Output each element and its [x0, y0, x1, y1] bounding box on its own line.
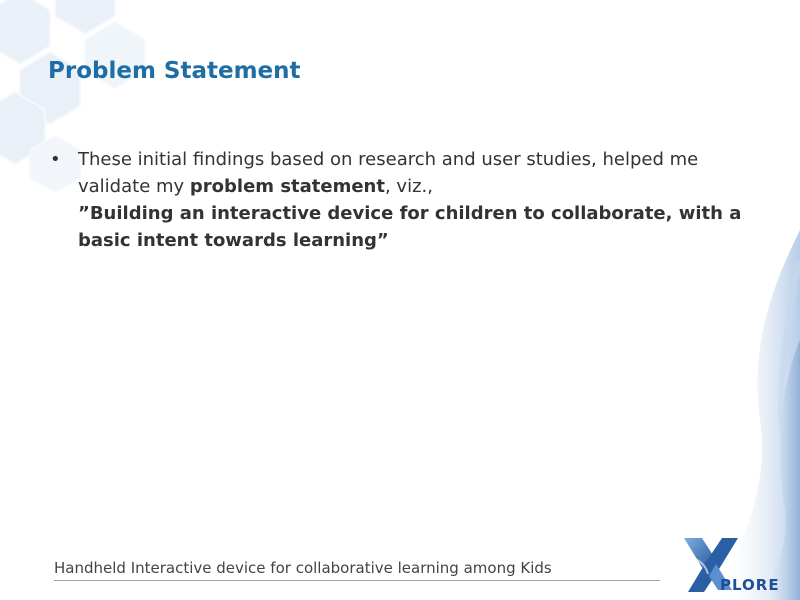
bullet-line-1: These initial findings based on research and user studies, helped me: [78, 149, 699, 170]
bullet-line-2-suffix: , viz.,: [384, 176, 433, 197]
svg-text:PLORE: PLORE: [720, 576, 780, 594]
problem-statement-quote: ”Building an interactive device for children to collaborate, with a basic intent towards learning”: [78, 203, 742, 251]
bullet-list: [44, 146, 764, 254]
footer-caption: Handheld Interactive device for collaborative learning among Kids: [54, 559, 552, 577]
xplore-logo: [676, 534, 794, 596]
footer-divider: [54, 580, 660, 581]
slide-title: Problem Statement: [48, 58, 301, 84]
bullet-line-2: [78, 173, 764, 200]
bullet-item: [44, 146, 764, 254]
problem-statement-emphasis: problem statement: [189, 176, 385, 197]
bullet-text: [78, 146, 764, 254]
bullet-marker: •: [50, 149, 61, 170]
bullet-line-2-prefix: validate my: [78, 176, 190, 197]
